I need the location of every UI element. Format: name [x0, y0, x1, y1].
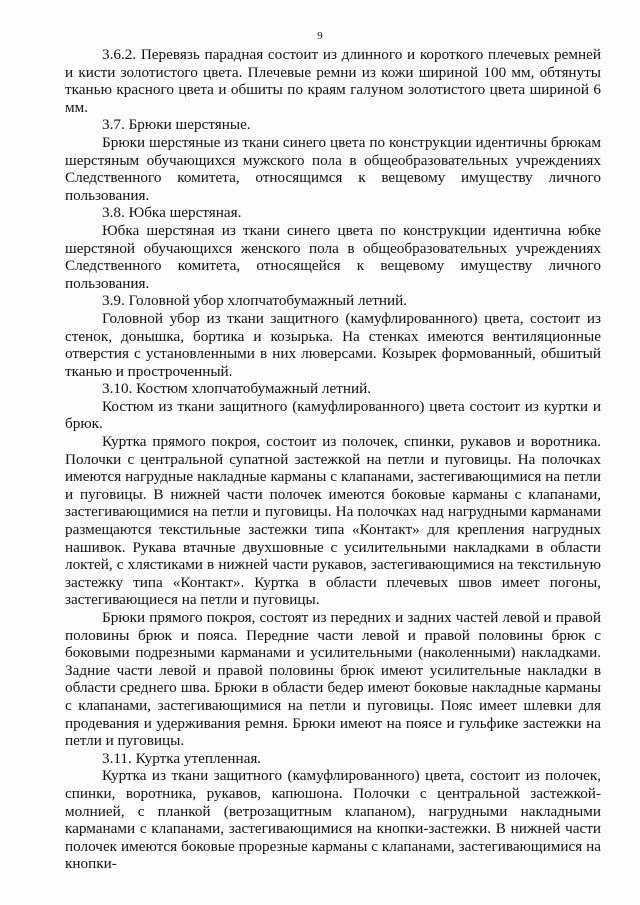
document-body — [65, 46, 601, 873]
section-heading-3-8: 3.8. Юбка шерстяная. — [102, 204, 242, 222]
paragraph-trousers: Брюки прямого покроя, состоят из передних и задних частей левой и правой половины брюк и пояса. Передние части левой и правой половины брюк с боковыми подрезными карманами и усилительными (наколенными) накладками. Задние части левой и правой половины брюк имеют усилительные накладки в области среднего шва. Брюки в области бедер имеют боковые накладные карманы с клапанами, застегивающимися на петли и пуговицы. Пояс имеет шлевки для продевания и удерживания ремня. Брюки имеют на поясе и гульфике застежки на петли и пуговицы. — [65, 609, 601, 750]
section-heading-3-9: 3.9. Головной убор хлопчатобумажный летний. — [102, 292, 408, 310]
paragraph-jacket: Куртка прямого покроя, состоит из полочек, спинки, рукавов и воротника. Полочки с центральной супатной застежкой на петли и пуговицы. На полочках имеются нагрудные накладные карманы с клапанами, застегивающимися на петли и пуговицы. В нижней части полочек имеются боковые карманы с клапанами, застегивающимися на петли и пуговицы. На полочках над нагрудными карманами размещаются текстильные застежки типа «Контакт» для крепления нагрудных нашивок. Рукава втачные двухшовные с усилительными накладками в области локтей, с хлястиками в нижней части рукавов, застегивающимися на текстильную застежку типа «Контакт». Куртка в области плечевых швов имеет погоны, застегивающиеся на петли и пуговицы. — [65, 433, 601, 609]
paragraph-wool-skirt: Юбка шерстяная из ткани синего цвета по конструкции идентична юбке шерстяной обучающихся женского пола в общеобразовательных учреждениях Следственного комитета, относящейся к вещевому имуществу личного пользования. — [65, 221, 601, 292]
paragraph-summer-headwear: Головной убор из ткани защитного (камуфлированного) цвета, состоит из стенок, донышка, бортика и козырька. На стенках имеются вентиляционные отверстия с установленными в них люверсами. Козырек формованный, обшитый тканью и простроченный. — [65, 309, 601, 380]
paragraph-summer-suit: Костюм из ткани защитного (камуфлированного) цвета состоит из куртки и брюк. — [65, 397, 601, 433]
paragraph-insulated-jacket: Куртка из ткани защитного (камуфлированного) цвета, состоит из полочек, спинки, воротника, рукавов, капюшона. Полочки с центральной застежкой-молнией, с планкой (ветрозащитным клапаном), нагрудными накладными карманами с клапанами, застегивающимися на кнопки-застежки. В нижней части полочек имеются боковые прорезные карманы с клапанами, застегивающимися на кнопки- — [65, 767, 601, 873]
section-heading-3-11: 3.11. Куртка утепленная. — [102, 749, 262, 767]
paragraph-wool-trousers: Брюки шерстяные из ткани синего цвета по конструкции идентичны брюкам шерстяным обучающихся мужского пола в общеобразовательных учреждениях Следственного комитета, относящимся к вещевому имуществу личного пользования. — [65, 133, 601, 204]
paragraph-3-6-2: 3.6.2. Перевязь парадная состоит из длинного и короткого плечевых ремней и кисти золотистого цвета. Плечевые ремни из кожи шириной 100 мм, обтянуты тканью красного цвета и обшиты по краям галуном золотистого цвета шириной 6 мм. — [65, 46, 601, 116]
section-heading-3-7: 3.7. Брюки шерстяные. — [102, 116, 251, 134]
page-number: 9 — [317, 30, 323, 42]
section-heading-3-10: 3.10. Костюм хлопчатобумажный летний. — [102, 380, 372, 398]
